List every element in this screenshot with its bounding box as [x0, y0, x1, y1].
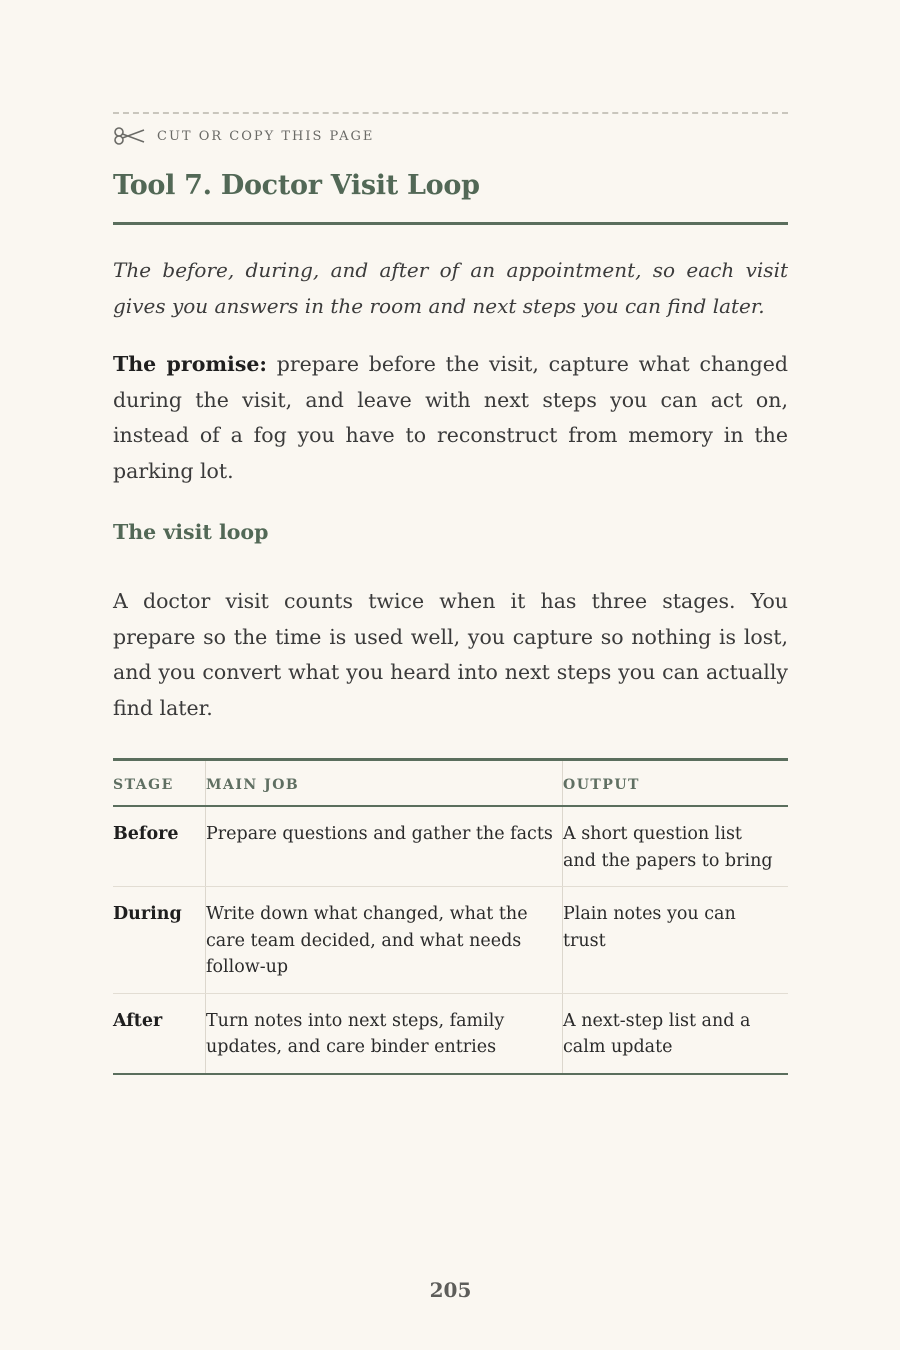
page-title: Tool 7. Doctor Visit Loop — [113, 170, 480, 201]
page-number: 205 — [429, 1278, 472, 1302]
output-cell: A next-step list and a calm update — [563, 993, 789, 1074]
subtitle: The before, during, and after of an appointment, so each visit gives you answers in the room and next steps you can find later. — [113, 258, 788, 318]
section-heading: The visit loop — [113, 520, 269, 544]
cut-line-divider — [113, 112, 788, 114]
output-cell: Plain notes you can trust — [563, 887, 789, 994]
job-cell: Write down what changed, what the care team decided, and what needs follow-up — [206, 887, 563, 994]
visit-loop-table — [113, 758, 788, 1075]
stage-cell: During — [113, 887, 206, 994]
cut-instruction — [113, 127, 374, 145]
header-main-job: MAIN JOB — [206, 760, 563, 807]
table-row — [113, 887, 788, 994]
header-stage: STAGE — [113, 760, 206, 807]
title-rule — [113, 222, 788, 225]
promise-paragraph — [113, 347, 788, 489]
table-row — [113, 993, 788, 1074]
body-paragraph: A doctor visit counts twice when it has three stages. You prepare so the time is used well, you capture so nothing is lost, and you convert what you heard into next steps you can actually find later. — [113, 589, 788, 720]
stage-cell: Before — [113, 806, 206, 887]
cut-label: CUT OR COPY THIS PAGE — [157, 128, 375, 144]
scissors-icon — [113, 127, 145, 145]
table-row — [113, 806, 788, 887]
table-header-row — [113, 760, 788, 807]
output-cell: A short question list and the papers to bring — [563, 806, 789, 887]
job-cell: Prepare questions and gather the facts — [206, 806, 563, 887]
promise-label: The promise: — [113, 352, 267, 376]
job-cell: Turn notes into next steps, family updates, and care binder entries — [206, 993, 563, 1074]
stage-cell: After — [113, 1010, 163, 1031]
header-output: OUTPUT — [563, 760, 789, 807]
promise-text: prepare before the visit, capture what changed during the visit, and leave with next steps you can act on, instead of a fog you have to reconstruct from memory in the parking lot. — [113, 352, 789, 483]
